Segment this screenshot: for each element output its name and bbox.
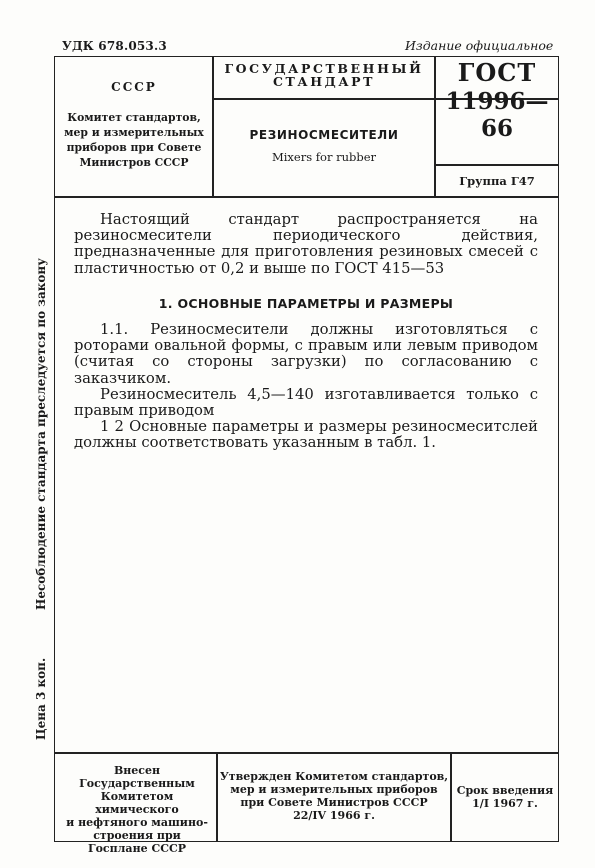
standard-type-line: СТАНДАРТ [272, 74, 376, 89]
gost-number: 11996—66 [445, 88, 549, 142]
effective-line: Срок введения [456, 784, 554, 797]
introduced-line: Госплане СССР [88, 842, 186, 855]
section-heading: 1. ОСНОВНЫЕ ПАРАМЕТРЫ И РАЗМЕРЫ [158, 296, 454, 311]
standard-type-line: ГОСУДАРСТВЕННЫЙ [224, 61, 424, 76]
document-title-en: Mixers for rubber [271, 150, 377, 164]
clause-1-2: 1 2 Основные параметры и размеры резиносмеситслей должны соответствовать указанным в табл. 1. [74, 418, 538, 452]
intro-text: Настоящий стандарт распространяется на резиносмесители периодического действия, предназначенные для приготовления резиновых смесей с пластичностью от 0,2 и выше по ГОСТ 415—53 [74, 211, 538, 277]
approved-line: Утвержден Комитетом стандартов, [219, 770, 449, 783]
intro-paragraph [74, 212, 538, 277]
section-body [74, 322, 538, 452]
approved-by [218, 770, 450, 822]
group-label: Группа Г47 [459, 174, 535, 188]
footer-rule-top [54, 752, 559, 754]
introduced-line: и нефтяного машино- [66, 816, 208, 829]
committee-line: Комитет стандартов, [67, 111, 201, 124]
effective-line: 1/I 1967 г. [472, 797, 538, 810]
approved-line: при Совете Министров СССР [240, 796, 428, 809]
introduced-line: Комитетом химического [95, 790, 179, 816]
committee-line: Министров СССР [79, 156, 189, 169]
effective-date [452, 784, 558, 810]
price-label: Цена 3 коп. [34, 657, 48, 740]
committee-block [56, 110, 212, 170]
udk-code: УДК 678.053.3 [62, 39, 167, 53]
clause-1-1-note: Резиносмеситель 4,5—140 изготавливается только с правым приводом [74, 385, 538, 420]
country-label: СССР [111, 80, 157, 94]
committee-line: приборов при Совете [66, 141, 202, 154]
gost-label: ГОСТ [457, 58, 537, 87]
committee-line: мер и измерительных [64, 126, 204, 139]
introduced-by [58, 764, 216, 855]
legal-warning: Несоблюдение стандарта преследуется по закону [34, 258, 48, 610]
standard-type [214, 62, 434, 88]
clause-1-1: 1.1. Резиносмесители должны изготовляться с роторами овальной формы, с правым или левым приводом (считая со стороны загрузки) по согласованию с заказчиком. [74, 321, 538, 387]
header-rule-bottom [54, 196, 559, 198]
approved-line: 22/IV 1966 г. [293, 809, 375, 822]
introduced-line: строения при [93, 829, 181, 842]
approved-line: мер и измерительных приборов [230, 783, 438, 796]
edition-note: Издание официальное [405, 38, 554, 53]
document-title: РЕЗИНОСМЕСИТЕЛИ [249, 128, 399, 142]
introduced-line: Внесен Государственным [79, 764, 195, 790]
header-rule-group [436, 164, 558, 166]
